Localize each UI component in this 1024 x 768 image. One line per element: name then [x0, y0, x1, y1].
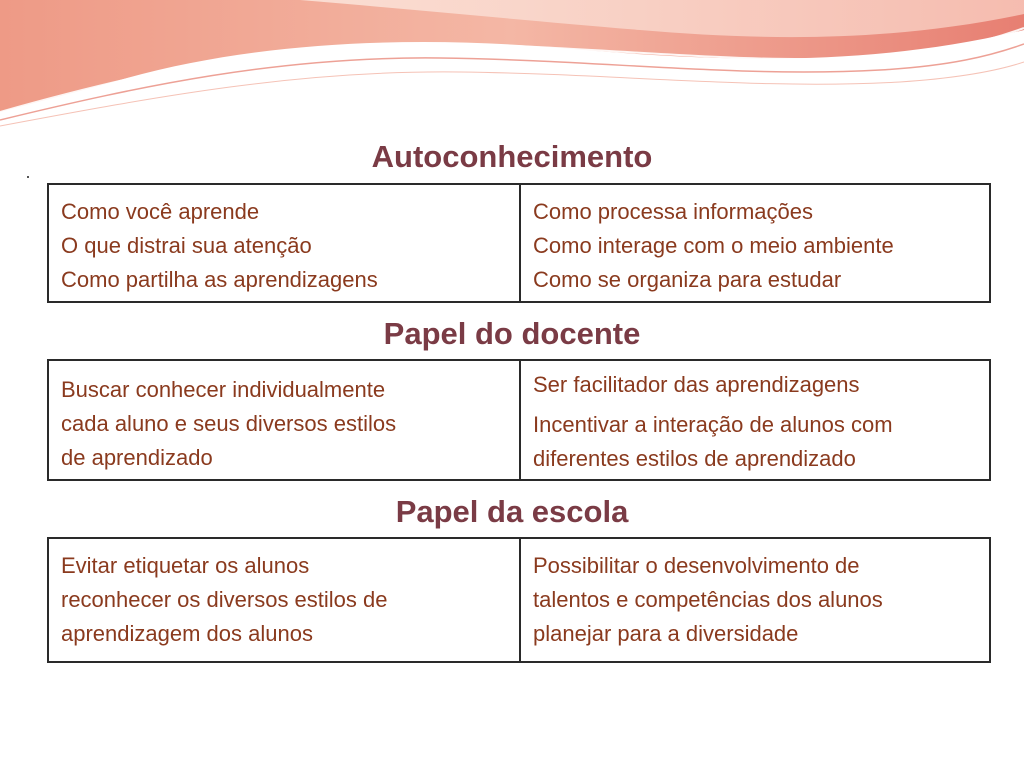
- section-box-papel-do-docente: [47, 359, 991, 481]
- header-wave-decoration: [0, 0, 1024, 130]
- section-box-autoconhecimento: [47, 183, 991, 303]
- right-cell: [519, 361, 989, 479]
- left-cell: [49, 361, 519, 479]
- text-line: diferentes estilos de aprendizado: [533, 446, 856, 471]
- section-title-papel-do-docente: Papel do docente: [383, 316, 641, 351]
- section-title-papel-da-escola: Papel da escola: [395, 494, 629, 529]
- section-title-autoconhecimento: Autoconhecimento: [371, 139, 653, 174]
- text-line: Como interage com o meio ambiente: [533, 233, 894, 258]
- section-box-papel-da-escola: [47, 537, 991, 663]
- text-line: Evitar etiquetar os alunos: [61, 553, 310, 578]
- left-cell: [49, 185, 519, 301]
- right-cell: [519, 539, 989, 661]
- text-line: O que distrai sua atenção: [61, 233, 312, 258]
- text-line: Buscar conhecer individualmente: [61, 377, 386, 402]
- text-line: Como partilha as aprendizagens: [61, 267, 378, 292]
- text-line: Como se organiza para estudar: [533, 267, 842, 292]
- left-cell: [49, 539, 519, 661]
- text-line: de aprendizado: [61, 445, 213, 470]
- stray-dot: [27, 176, 29, 178]
- text-line: cada aluno e seus diversos estilos: [61, 411, 397, 436]
- text-line: Como você aprende: [61, 199, 260, 224]
- text-line: Incentivar a interação de alunos com: [533, 412, 893, 437]
- text-line: Ser facilitador das aprendizagens: [533, 372, 860, 397]
- text-line: reconhecer os diversos estilos de: [61, 587, 388, 612]
- text-line: Possibilitar o desenvolvimento de: [533, 553, 860, 578]
- text-line: talentos e competências dos alunos: [533, 587, 883, 612]
- text-line: planejar para a diversidade: [533, 621, 799, 646]
- text-line: aprendizagem dos alunos: [61, 621, 313, 646]
- right-cell: [519, 185, 989, 301]
- text-line: Como processa informações: [533, 199, 814, 224]
